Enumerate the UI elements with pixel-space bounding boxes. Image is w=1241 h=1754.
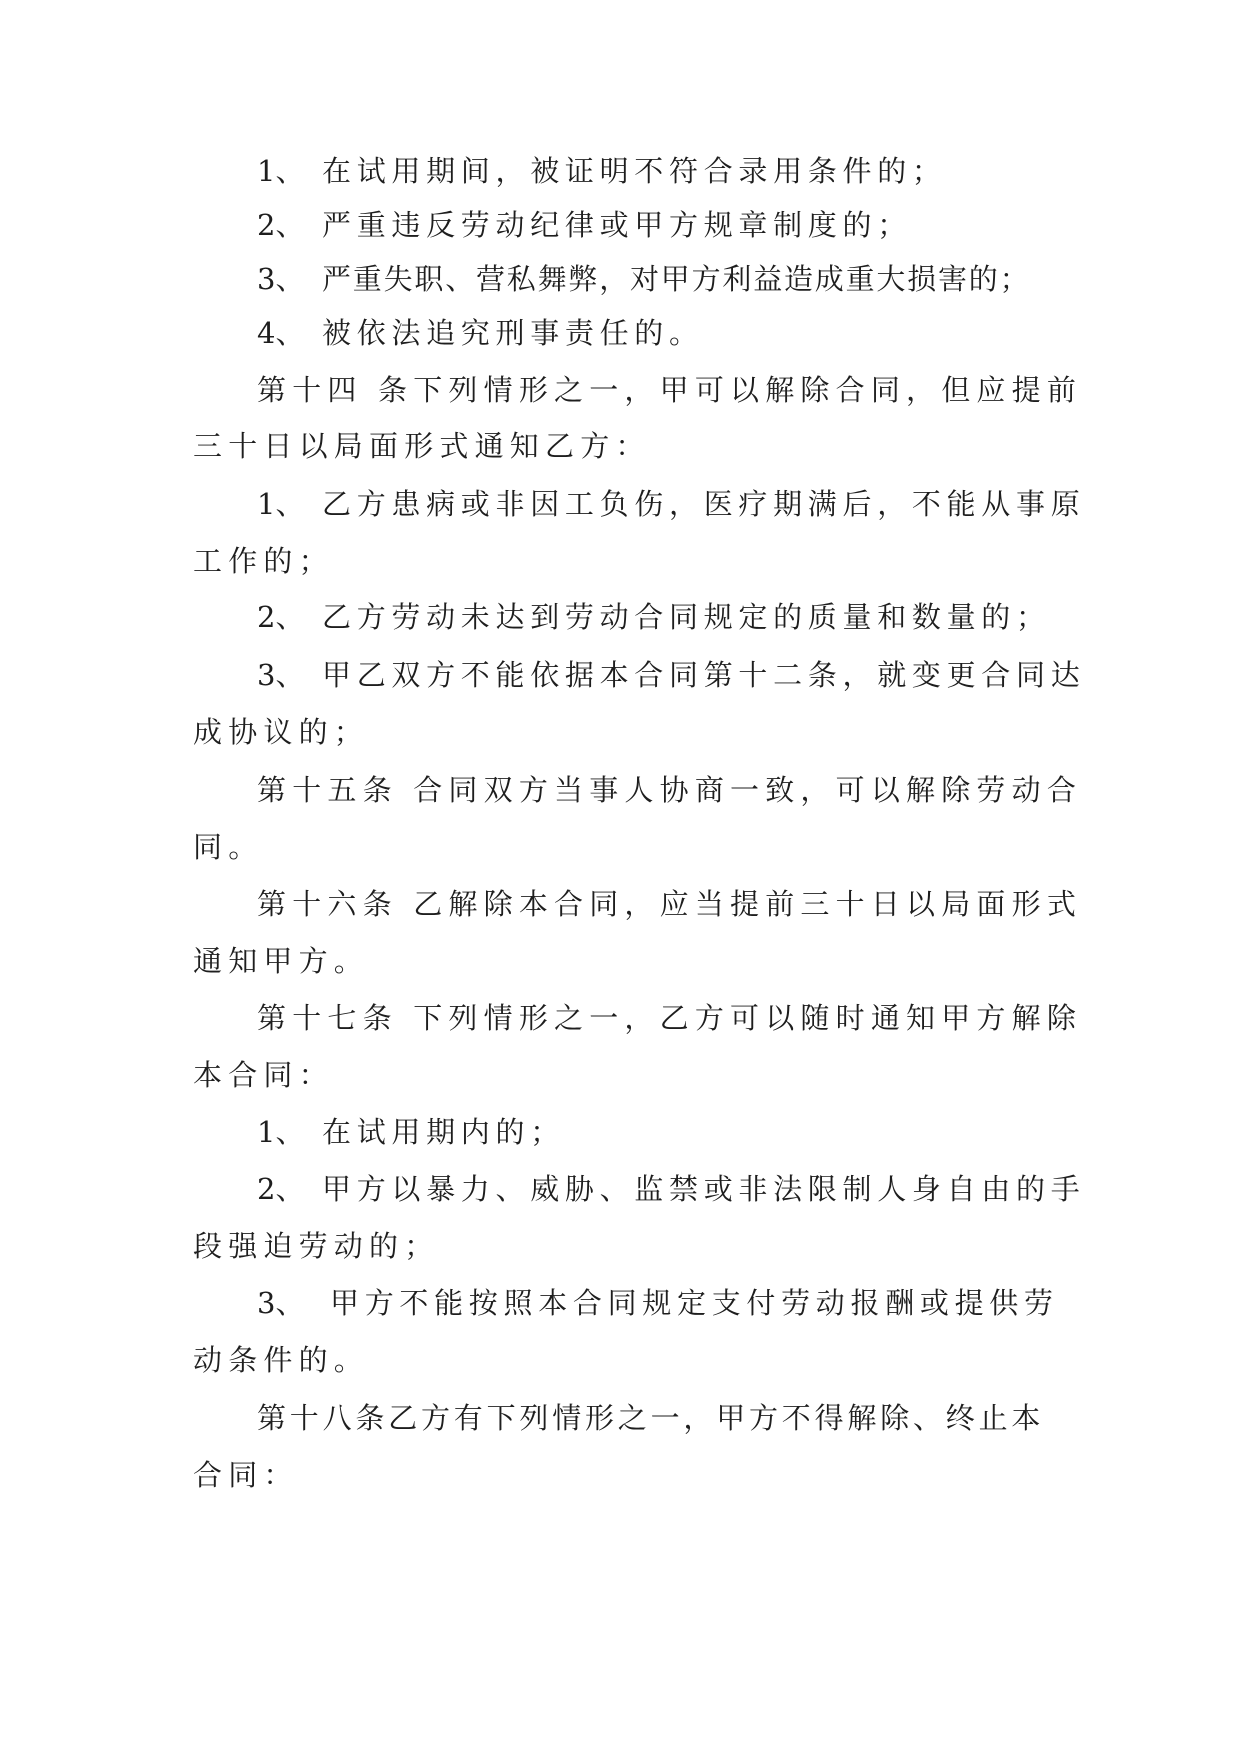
- paragraph-text: 合同：: [193, 1458, 299, 1492]
- list-marker: 3、: [257, 262, 305, 296]
- paragraph-text: 第十七条 下列情形之一，乙方可以随时通知甲方解除: [257, 1001, 1083, 1035]
- list-marker: 3、: [257, 1286, 305, 1320]
- paragraph-line: [0, 1055, 1241, 1115]
- list-marker: 1、: [257, 1115, 305, 1149]
- paragraph-text: 严重违反劳动纪律或甲方规章制度的；: [322, 208, 912, 242]
- paragraph-line: [0, 426, 1241, 486]
- paragraph-text: 本合同：: [193, 1058, 334, 1092]
- paragraph-line: [0, 941, 1241, 1001]
- paragraph-text: 段强迫劳动的；: [193, 1229, 440, 1263]
- paragraph-line: [0, 884, 1241, 944]
- paragraph-line: [0, 712, 1241, 772]
- paragraph-line: [0, 998, 1241, 1058]
- paragraph-line: [0, 1226, 1241, 1286]
- paragraph-line: [0, 1455, 1241, 1515]
- list-marker: 3、: [257, 658, 305, 692]
- list-item: [0, 1283, 1241, 1343]
- list-item: [0, 1169, 1241, 1229]
- paragraph-line: [0, 541, 1241, 601]
- list-item: [0, 313, 1241, 373]
- paragraph-text: 第十四 条下列情形之一，甲可以解除合同，但应提前: [257, 373, 1083, 407]
- paragraph-line: [0, 827, 1241, 887]
- list-item: [0, 484, 1241, 544]
- list-item: [0, 597, 1241, 657]
- paragraph-text: 甲方以暴力、威胁、监禁或非法限制人身自由的手: [322, 1172, 1086, 1206]
- list-item: [0, 205, 1241, 265]
- paragraph-line: [0, 770, 1241, 830]
- paragraph-text: 第十六条 乙解除本合同，应当提前三十日以局面形式: [257, 887, 1083, 921]
- list-marker: 1、: [257, 487, 305, 521]
- paragraph-line: [0, 370, 1241, 430]
- paragraph-text: 动条件的。: [193, 1343, 370, 1377]
- paragraph-text: 通知甲方。: [193, 944, 370, 978]
- paragraph-text: 被依法追究刑事责任的。: [322, 316, 704, 350]
- list-marker: 2、: [257, 208, 305, 242]
- list-marker: 1、: [257, 154, 305, 188]
- paragraph-text: 乙方患病或非因工负伤，医疗期满后，不能从事原: [322, 487, 1086, 521]
- paragraph-text: 甲乙双方不能依据本合同第十二条，就变更合同达: [322, 658, 1086, 692]
- paragraph-text: 乙方劳动未达到劳动合同规定的质量和数量的；: [322, 600, 1051, 634]
- paragraph-text: 工作的；: [193, 544, 334, 578]
- paragraph-text: 三十日以局面形式通知乙方：: [193, 429, 651, 463]
- list-marker: 2、: [257, 600, 305, 634]
- list-marker: 4、: [257, 316, 305, 350]
- list-item: [0, 655, 1241, 715]
- paragraph-text: 严重失职、营私舞弊，对甲方利益造成重大损害的；: [322, 262, 1031, 296]
- list-item: [0, 151, 1241, 211]
- paragraph-text: 第十五条 合同双方当事人协商一致，可以解除劳动合: [257, 773, 1083, 807]
- paragraph-text: 在试用期内的；: [322, 1115, 565, 1149]
- paragraph-text: 成协议的；: [193, 715, 370, 749]
- paragraph-text: 甲方不能按照本合同规定支付劳动报酬或提供劳: [330, 1286, 1059, 1320]
- paragraph-text: 同。: [193, 830, 264, 864]
- list-item: [0, 259, 1241, 319]
- paragraph-text: 在试用期间，被证明不符合录用条件的；: [322, 154, 947, 188]
- list-marker: 2、: [257, 1172, 305, 1206]
- paragraph-text: 第十八条乙方有下列情形之一，甲方不得解除、终止本: [257, 1401, 1045, 1435]
- paragraph-line: [0, 1340, 1241, 1400]
- paragraph-line: [0, 1398, 1241, 1458]
- list-item: [0, 1112, 1241, 1172]
